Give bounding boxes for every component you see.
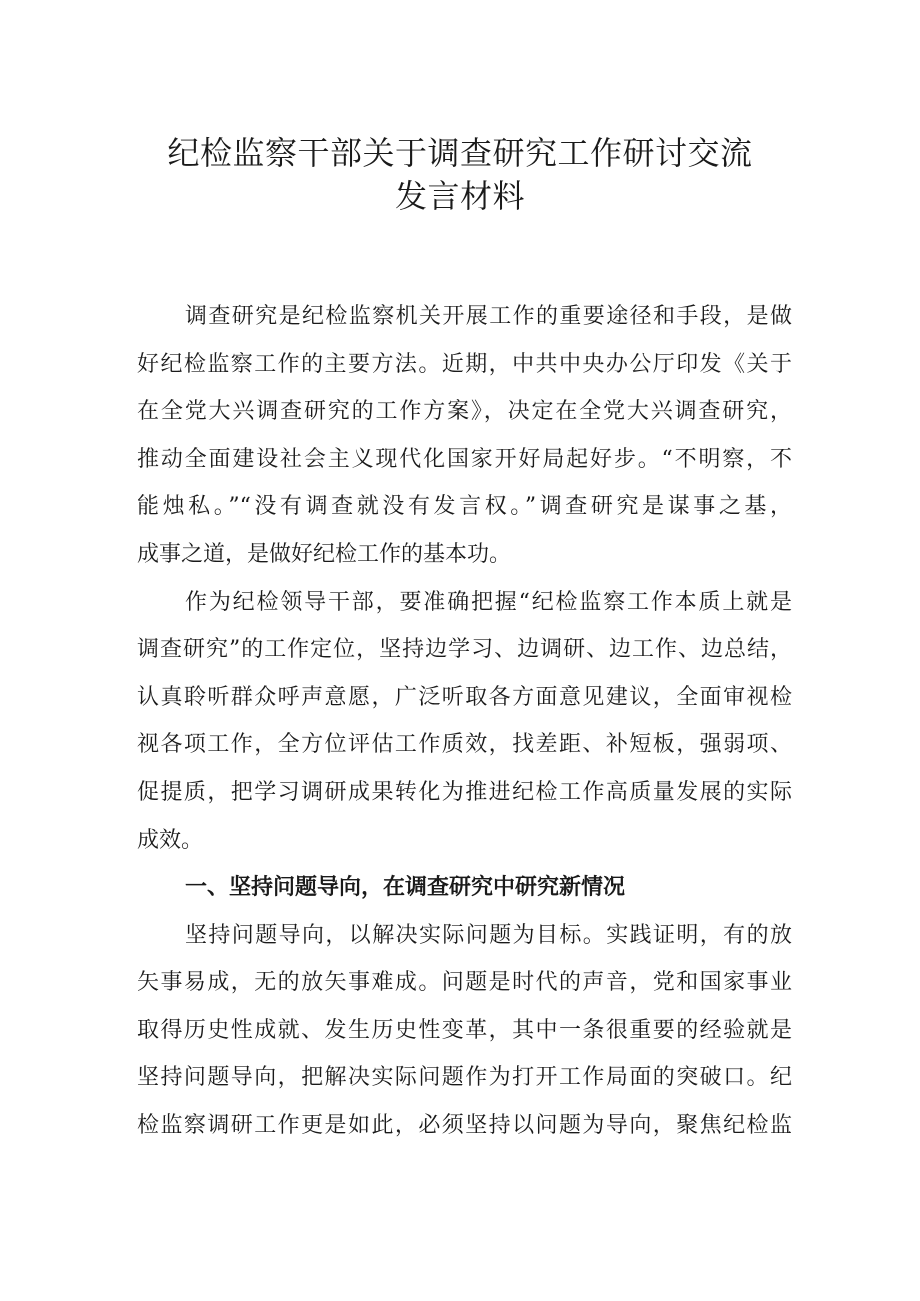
paragraph-1-line: 在全党大兴调查研究的工作方案》，决定在全党大兴调查研究， [137,399,792,424]
paragraph-1-line: 能烛私。”“没有调查就没有发言权。”调查研究是谋事之基， [137,494,792,519]
paragraph-1-line: 调查研究是纪检监察机关开展工作的重要途径和手段，是做 [185,304,792,329]
paragraph-3-line: 坚持问题导向，以解决实际问题为目标。实践证明，有的放 [185,923,792,948]
paragraph-1-line: 推动全面建设社会主义现代化国家开好局起好步。“不明察，不 [137,447,792,472]
paragraph-2-line: 认真聆听群众呼声意愿，广泛听取各方面意见建议，全面审视检 [137,685,792,710]
paragraph-2-line: 成效。 [137,828,204,853]
paragraph-3-line: 矢事易成，无的放矢事难成。问题是时代的声音，党和国家事业 [137,970,792,995]
paragraph-1-line: 成事之道，是做好纪检工作的基本功。 [137,542,512,567]
paragraph-3-line: 取得历史性成就、发生历史性变革，其中一条很重要的经验就是 [137,1018,792,1043]
section-heading-1: 一、坚持问题导向，在调查研究中研究新情况 [185,875,626,900]
paragraph-2-line: 调查研究”的工作定位，坚持边学习、边调研、边工作、边总结， [137,637,792,662]
paragraph-2-line: 作为纪检领导干部，要准确把握“纪检监察工作本质上就是 [185,590,792,615]
paragraph-1-line: 好纪检监察工作的主要方法。近期，中共中央办公厅印发《关于 [137,352,792,377]
paragraph-3-line: 检监察调研工作更是如此，必须坚持以问题为导向，聚焦纪检监 [137,1113,792,1138]
paragraph-2-line: 视各项工作，全方位评估工作质效，找差距、补短板，强弱项、 [137,732,792,757]
document-title-line-2: 发言材料 [394,177,525,215]
paragraph-3-line: 坚持问题导向，把解决实际问题作为打开工作局面的突破口。纪 [137,1065,792,1090]
paragraph-2-line: 促提质，把学习调研成果转化为推进纪检工作高质量发展的实际 [137,780,792,805]
document-title-line-1: 纪检监察干部关于调查研究工作研讨交流 [167,134,753,172]
